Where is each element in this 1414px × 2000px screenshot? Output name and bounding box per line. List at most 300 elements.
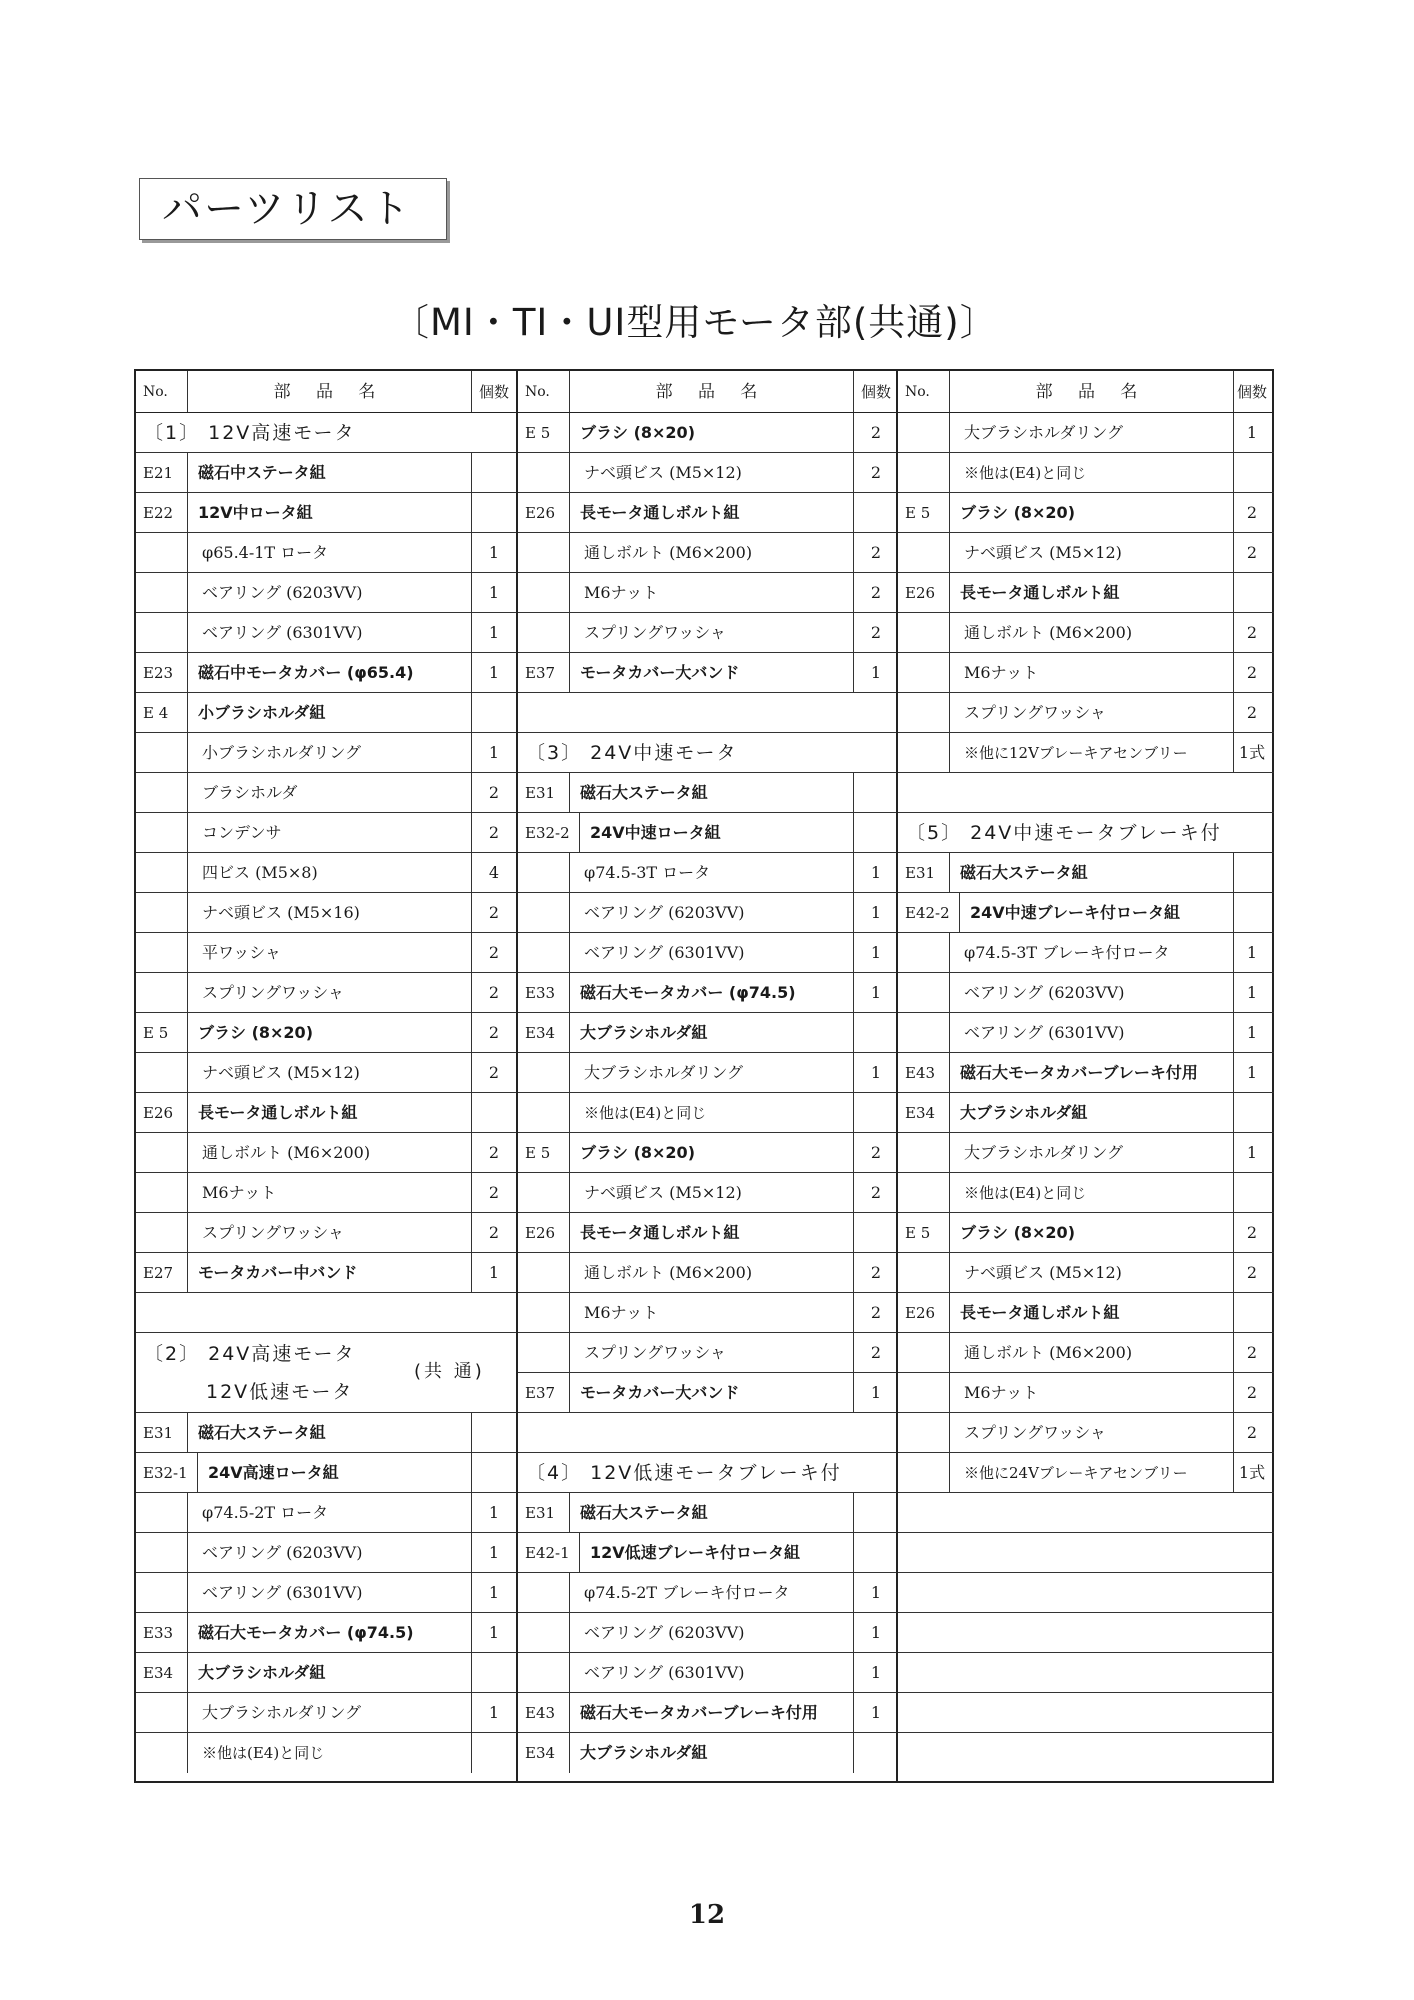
section-heading: 〔1〕 12V高速モータ: [144, 422, 356, 444]
part-name: ベアリング (6301VV): [570, 1653, 854, 1692]
blank-row: [898, 1653, 1274, 1693]
part-name: 磁石大モータカバー (φ74.5): [570, 973, 854, 1012]
part-quantity: [1230, 1293, 1274, 1332]
part-row: [898, 1293, 1274, 1333]
part-quantity: 2: [870, 423, 882, 442]
part-quantity: 2: [488, 1023, 500, 1042]
part-name: スプリングワッシャ: [188, 1213, 472, 1252]
page-number: 12: [688, 1900, 726, 1930]
part-row: [136, 1413, 516, 1453]
part-row: [518, 1573, 898, 1613]
part-name: ベアリング (6203VV): [570, 1613, 854, 1652]
part-name: ナベ頭ビス (M5×12): [570, 453, 854, 492]
part-quantity: 2: [488, 783, 500, 802]
part-name: 12V中ロータ組: [188, 493, 472, 532]
part-number: E31: [518, 1493, 570, 1532]
part-quantity: [854, 1493, 898, 1532]
part-row: [518, 613, 898, 653]
part-quantity: 1: [870, 983, 882, 1002]
part-number: [136, 1573, 188, 1612]
part-number: [518, 1253, 570, 1292]
part-row: [136, 613, 516, 653]
part-name: 大ブラシホルダ組: [570, 1013, 854, 1052]
part-quantity: 2: [1246, 1423, 1258, 1442]
part-number: [898, 1253, 950, 1292]
part-name: 24V中速ブレーキ付ロータ組: [960, 893, 1234, 932]
part-name: 通しボルト (M6×200): [950, 1333, 1234, 1372]
part-quantity: 1: [488, 1623, 500, 1642]
header-no: No.: [898, 371, 950, 412]
part-row: [136, 1533, 516, 1573]
part-row: [898, 613, 1274, 653]
part-quantity: 2: [488, 823, 500, 842]
part-row: [136, 1733, 516, 1773]
part-quantity: 2: [1246, 623, 1258, 642]
part-quantity: 2: [870, 1143, 882, 1162]
part-name: ベアリング (6301VV): [950, 1013, 1234, 1052]
part-name: 長モータ通しボルト組: [950, 573, 1234, 612]
part-number: [518, 533, 570, 572]
part-row: [518, 573, 898, 613]
part-quantity: 2: [488, 943, 500, 962]
blank-row: [898, 1493, 1274, 1533]
part-number: [136, 853, 188, 892]
part-row: [136, 1573, 516, 1613]
part-row: [898, 1093, 1274, 1133]
parts-column-1: [136, 371, 516, 1781]
part-number: [518, 1173, 570, 1212]
header-no: No.: [518, 371, 570, 412]
part-name: M6ナット: [950, 1373, 1234, 1412]
part-quantity: 1: [1246, 1023, 1258, 1042]
part-number: [136, 573, 188, 612]
part-number: E37: [518, 1373, 570, 1412]
part-name: ブラシ (8×20): [188, 1013, 472, 1052]
part-quantity: [472, 1093, 516, 1132]
part-row: [136, 1613, 516, 1653]
part-quantity: [854, 773, 898, 812]
part-name: ナベ頭ビス (M5×12): [950, 533, 1234, 572]
part-name: 長モータ通しボルト組: [570, 1213, 854, 1252]
part-row: [136, 1053, 516, 1093]
part-quantity: [854, 493, 898, 532]
part-quantity: [472, 1413, 516, 1452]
part-quantity: [1230, 453, 1274, 492]
part-row: [518, 933, 898, 973]
part-quantity: 1式: [1238, 743, 1266, 762]
part-quantity: [854, 1013, 898, 1052]
part-row: [518, 1133, 898, 1173]
page-title: パーツリスト: [139, 178, 447, 240]
header-quantity: 個数: [860, 383, 891, 401]
part-row: [518, 1093, 898, 1133]
part-number: E 5: [898, 1213, 950, 1252]
part-quantity: 2: [870, 1303, 882, 1322]
section-heading: 〔4〕 12V低速モータブレーキ付: [526, 1462, 842, 1484]
part-row: [898, 853, 1274, 893]
part-name: ブラシ (8×20): [950, 1213, 1234, 1252]
part-name: 磁石大ステータ組: [570, 1493, 854, 1532]
part-name: ベアリング (6203VV): [188, 1533, 472, 1572]
part-name: ※他に12Vブレーキアセンブリー: [950, 733, 1234, 772]
part-name: ナベ頭ビス (M5×16): [188, 893, 472, 932]
section-heading: 〔2〕 24V高速モータ: [144, 1343, 356, 1365]
part-quantity: 2: [488, 983, 500, 1002]
part-quantity: 1: [488, 1503, 500, 1522]
table-header-row: [136, 371, 516, 413]
part-name: モータカバー大バンド: [570, 653, 854, 692]
part-row: [518, 453, 898, 493]
part-row: [898, 973, 1274, 1013]
blank-row: [898, 1573, 1274, 1613]
part-number: [518, 1053, 570, 1092]
part-row: [518, 1293, 898, 1333]
part-row: [518, 813, 898, 853]
part-number: E33: [518, 973, 570, 1012]
part-quantity: 1: [1246, 423, 1258, 442]
part-number: [518, 453, 570, 492]
part-quantity: [1230, 853, 1274, 892]
part-name: モータカバー大バンド: [570, 1373, 854, 1412]
part-row: [518, 773, 898, 813]
part-quantity: 2: [870, 1263, 882, 1282]
part-number: [136, 893, 188, 932]
part-quantity: [472, 693, 516, 732]
part-name: M6ナット: [188, 1173, 472, 1212]
part-name: 磁石大ステータ組: [950, 853, 1234, 892]
part-quantity: 1: [488, 743, 500, 762]
part-name: ナベ頭ビス (M5×12): [950, 1253, 1234, 1292]
part-number: [136, 613, 188, 652]
part-number: [898, 1373, 950, 1412]
part-row: [898, 1213, 1274, 1253]
part-row: [136, 1213, 516, 1253]
section-heading-row: [136, 413, 516, 453]
part-name: φ74.5-2T ブレーキ付ロータ: [570, 1573, 854, 1612]
part-row: [518, 653, 898, 693]
part-name: 長モータ通しボルト組: [570, 493, 854, 532]
section-heading-row: [518, 1453, 898, 1493]
part-quantity: 1: [870, 943, 882, 962]
parts-table: [134, 369, 1274, 1783]
part-quantity: 1: [488, 663, 500, 682]
part-row: [898, 1333, 1274, 1373]
part-quantity: 1: [870, 1063, 882, 1082]
part-quantity: 1: [1246, 943, 1258, 962]
part-quantity: 2: [1246, 1343, 1258, 1362]
part-row: [898, 693, 1274, 733]
part-number: E26: [518, 493, 570, 532]
part-row: [518, 493, 898, 533]
part-number: [898, 1013, 950, 1052]
part-name: 四ビス (M5×8): [188, 853, 472, 892]
part-quantity: [1230, 893, 1274, 932]
part-quantity: 1: [1246, 983, 1258, 1002]
header-quantity: 個数: [1236, 383, 1267, 401]
part-quantity: [1230, 1173, 1274, 1212]
part-number: E27: [136, 1253, 188, 1292]
part-name: 小ブラシホルダ組: [188, 693, 472, 732]
part-number: E31: [518, 773, 570, 812]
part-name: 24V高速ロータ組: [198, 1453, 472, 1492]
blank-row: [518, 693, 898, 733]
part-quantity: [472, 1733, 516, 1773]
part-quantity: 2: [1246, 703, 1258, 722]
part-name: 大ブラシホルダリング: [950, 1133, 1234, 1172]
part-quantity: 2: [488, 1183, 500, 1202]
part-name: ※他は(E4)と同じ: [950, 1173, 1234, 1212]
header-part-name: 部 品 名: [570, 371, 854, 412]
part-name: 通しボルト (M6×200): [570, 1253, 854, 1292]
part-number: E32-2: [518, 813, 580, 852]
part-quantity: 1: [488, 1583, 500, 1602]
part-quantity: [854, 1533, 898, 1572]
part-number: E26: [136, 1093, 188, 1132]
header-part-name: 部 品 名: [188, 371, 472, 412]
part-quantity: 1: [488, 623, 500, 642]
part-number: E42-2: [898, 893, 960, 932]
part-row: [518, 1253, 898, 1293]
part-row: [136, 1693, 516, 1733]
part-row: [898, 533, 1274, 573]
part-row: [518, 1373, 898, 1413]
section-heading-row: [136, 1333, 516, 1413]
blank-row: [898, 1693, 1274, 1733]
part-row: [136, 773, 516, 813]
part-number: [136, 773, 188, 812]
part-number: [518, 1613, 570, 1652]
blank-row: [136, 1293, 516, 1333]
part-quantity: 1: [870, 1703, 882, 1722]
part-name: モータカバー中バンド: [188, 1253, 472, 1292]
part-quantity: 1: [488, 1703, 500, 1722]
part-name: ブラシ (8×20): [570, 1133, 854, 1172]
part-name: 大ブラシホルダリング: [950, 413, 1234, 452]
part-name: 長モータ通しボルト組: [950, 1293, 1234, 1332]
part-number: [518, 573, 570, 612]
part-row: [136, 733, 516, 773]
part-number: E34: [898, 1093, 950, 1132]
part-number: [898, 1333, 950, 1372]
part-row: [136, 1253, 516, 1293]
part-quantity: 1: [488, 1543, 500, 1562]
part-row: [898, 1453, 1274, 1493]
part-number: [898, 653, 950, 692]
part-number: E 5: [136, 1013, 188, 1052]
part-name: コンデンサ: [188, 813, 472, 852]
part-number: E 4: [136, 693, 188, 732]
part-row: [898, 573, 1274, 613]
part-name: φ74.5-2T ロータ: [188, 1493, 472, 1532]
part-row: [136, 1493, 516, 1533]
part-name: ブラシ (8×20): [570, 413, 854, 452]
part-name: 磁石大モータカバーブレーキ付用: [570, 1693, 854, 1732]
part-name: 磁石大ステータ組: [570, 773, 854, 812]
part-row: [136, 453, 516, 493]
parts-column-2: [516, 371, 898, 1781]
part-row: [136, 1093, 516, 1133]
part-quantity: 1: [1246, 1143, 1258, 1162]
part-row: [898, 893, 1274, 933]
part-row: [898, 453, 1274, 493]
part-number: [136, 973, 188, 1012]
part-number: [518, 893, 570, 932]
part-number: [898, 1173, 950, 1212]
part-name: スプリングワッシャ: [188, 973, 472, 1012]
part-quantity: 2: [488, 1223, 500, 1242]
part-name: φ65.4-1T ロータ: [188, 533, 472, 572]
part-quantity: [472, 1453, 516, 1492]
part-row: [898, 1413, 1274, 1453]
part-row: [898, 653, 1274, 693]
part-quantity: [854, 1093, 898, 1132]
part-number: [136, 1133, 188, 1172]
part-name: ※他は(E4)と同じ: [188, 1733, 472, 1773]
part-quantity: 1: [488, 543, 500, 562]
part-quantity: 2: [488, 1063, 500, 1082]
part-number: E22: [136, 493, 188, 532]
part-number: [518, 1653, 570, 1692]
part-row: [136, 653, 516, 693]
part-number: [898, 693, 950, 732]
part-name: ベアリング (6301VV): [570, 933, 854, 972]
part-name: ベアリング (6203VV): [188, 573, 472, 612]
part-number: [518, 1573, 570, 1612]
part-name: ベアリング (6203VV): [570, 893, 854, 932]
part-quantity: 1: [870, 863, 882, 882]
part-row: [898, 1173, 1274, 1213]
part-number: [898, 413, 950, 452]
part-quantity: 2: [870, 623, 882, 642]
part-number: E43: [518, 1693, 570, 1732]
part-quantity: 2: [1246, 663, 1258, 682]
part-quantity: 1式: [1238, 1463, 1266, 1482]
part-row: [136, 573, 516, 613]
part-row: [518, 533, 898, 573]
part-row: [136, 973, 516, 1013]
part-name: ナベ頭ビス (M5×12): [570, 1173, 854, 1212]
part-name: 通しボルト (M6×200): [188, 1133, 472, 1172]
part-number: E31: [898, 853, 950, 892]
part-name: ベアリング (6203VV): [950, 973, 1234, 1012]
part-row: [518, 1733, 898, 1773]
part-row: [136, 853, 516, 893]
part-name: 通しボルト (M6×200): [570, 533, 854, 572]
part-row: [898, 1253, 1274, 1293]
part-name: 磁石中ステータ組: [188, 453, 472, 492]
part-number: [136, 1173, 188, 1212]
part-quantity: [854, 1213, 898, 1252]
part-quantity: 1: [870, 1383, 882, 1402]
part-number: [136, 813, 188, 852]
part-name: 大ブラシホルダ組: [950, 1093, 1234, 1132]
part-quantity: 2: [1246, 1263, 1258, 1282]
part-name: ナベ頭ビス (M5×12): [188, 1053, 472, 1092]
part-name: ブラシホルダ: [188, 773, 472, 812]
part-quantity: 2: [870, 1343, 882, 1362]
part-number: [136, 1053, 188, 1092]
part-number: E 5: [518, 1133, 570, 1172]
blank-row: [898, 1613, 1274, 1653]
part-number: E 5: [898, 493, 950, 532]
part-row: [518, 1693, 898, 1733]
part-quantity: 1: [1246, 1063, 1258, 1082]
part-name: φ74.5-3T ロータ: [570, 853, 854, 892]
part-number: [136, 1533, 188, 1572]
part-quantity: 2: [1246, 543, 1258, 562]
part-number: E26: [898, 1293, 950, 1332]
part-number: [898, 933, 950, 972]
part-quantity: [1230, 573, 1274, 612]
part-number: [518, 853, 570, 892]
part-name: 大ブラシホルダ組: [188, 1653, 472, 1692]
part-number: [898, 453, 950, 492]
part-number: E23: [136, 653, 188, 692]
part-row: [136, 813, 516, 853]
part-number: [898, 1133, 950, 1172]
section-heading: 〔3〕 24V中速モータ: [526, 742, 738, 764]
part-number: [898, 1413, 950, 1452]
part-name: ブラシ (8×20): [950, 493, 1234, 532]
blank-row: [898, 1533, 1274, 1573]
part-number: [518, 1093, 570, 1132]
part-quantity: 2: [870, 463, 882, 482]
blank-row: [898, 1733, 1274, 1773]
part-number: [136, 1493, 188, 1532]
part-quantity: [472, 453, 516, 492]
part-name: 大ブラシホルダリング: [570, 1053, 854, 1092]
part-row: [898, 1013, 1274, 1053]
part-row: [518, 1173, 898, 1213]
part-quantity: 1: [870, 1583, 882, 1602]
part-number: [136, 1213, 188, 1252]
part-quantity: [1230, 1093, 1274, 1132]
part-name: ※他は(E4)と同じ: [950, 453, 1234, 492]
part-number: E34: [518, 1733, 570, 1773]
part-name: スプリングワッシャ: [950, 1413, 1234, 1452]
part-row: [898, 413, 1274, 453]
part-number: [898, 973, 950, 1012]
part-quantity: 2: [870, 583, 882, 602]
part-name: スプリングワッシャ: [950, 693, 1234, 732]
part-row: [518, 413, 898, 453]
part-number: [136, 533, 188, 572]
section-heading-row: [898, 813, 1274, 853]
part-name: 大ブラシホルダ組: [570, 1733, 854, 1773]
part-row: [518, 1013, 898, 1053]
part-number: [518, 613, 570, 652]
section-heading: 12V低速モータ: [206, 1381, 354, 1403]
part-number: E26: [518, 1213, 570, 1252]
part-row: [898, 1053, 1274, 1093]
part-number: [136, 733, 188, 772]
part-number: E34: [518, 1013, 570, 1052]
header-part-name: 部 品 名: [950, 371, 1234, 412]
part-quantity: 1: [870, 1623, 882, 1642]
part-quantity: 2: [870, 543, 882, 562]
part-row: [518, 893, 898, 933]
part-row: [518, 853, 898, 893]
part-quantity: 1: [870, 1663, 882, 1682]
part-row: [136, 533, 516, 573]
part-number: [518, 933, 570, 972]
part-number: [898, 733, 950, 772]
part-quantity: 2: [488, 903, 500, 922]
part-name: スプリングワッシャ: [570, 1333, 854, 1372]
part-name: ※他に24Vブレーキアセンブリー: [950, 1453, 1234, 1492]
part-number: E31: [136, 1413, 188, 1452]
part-name: M6ナット: [570, 573, 854, 612]
